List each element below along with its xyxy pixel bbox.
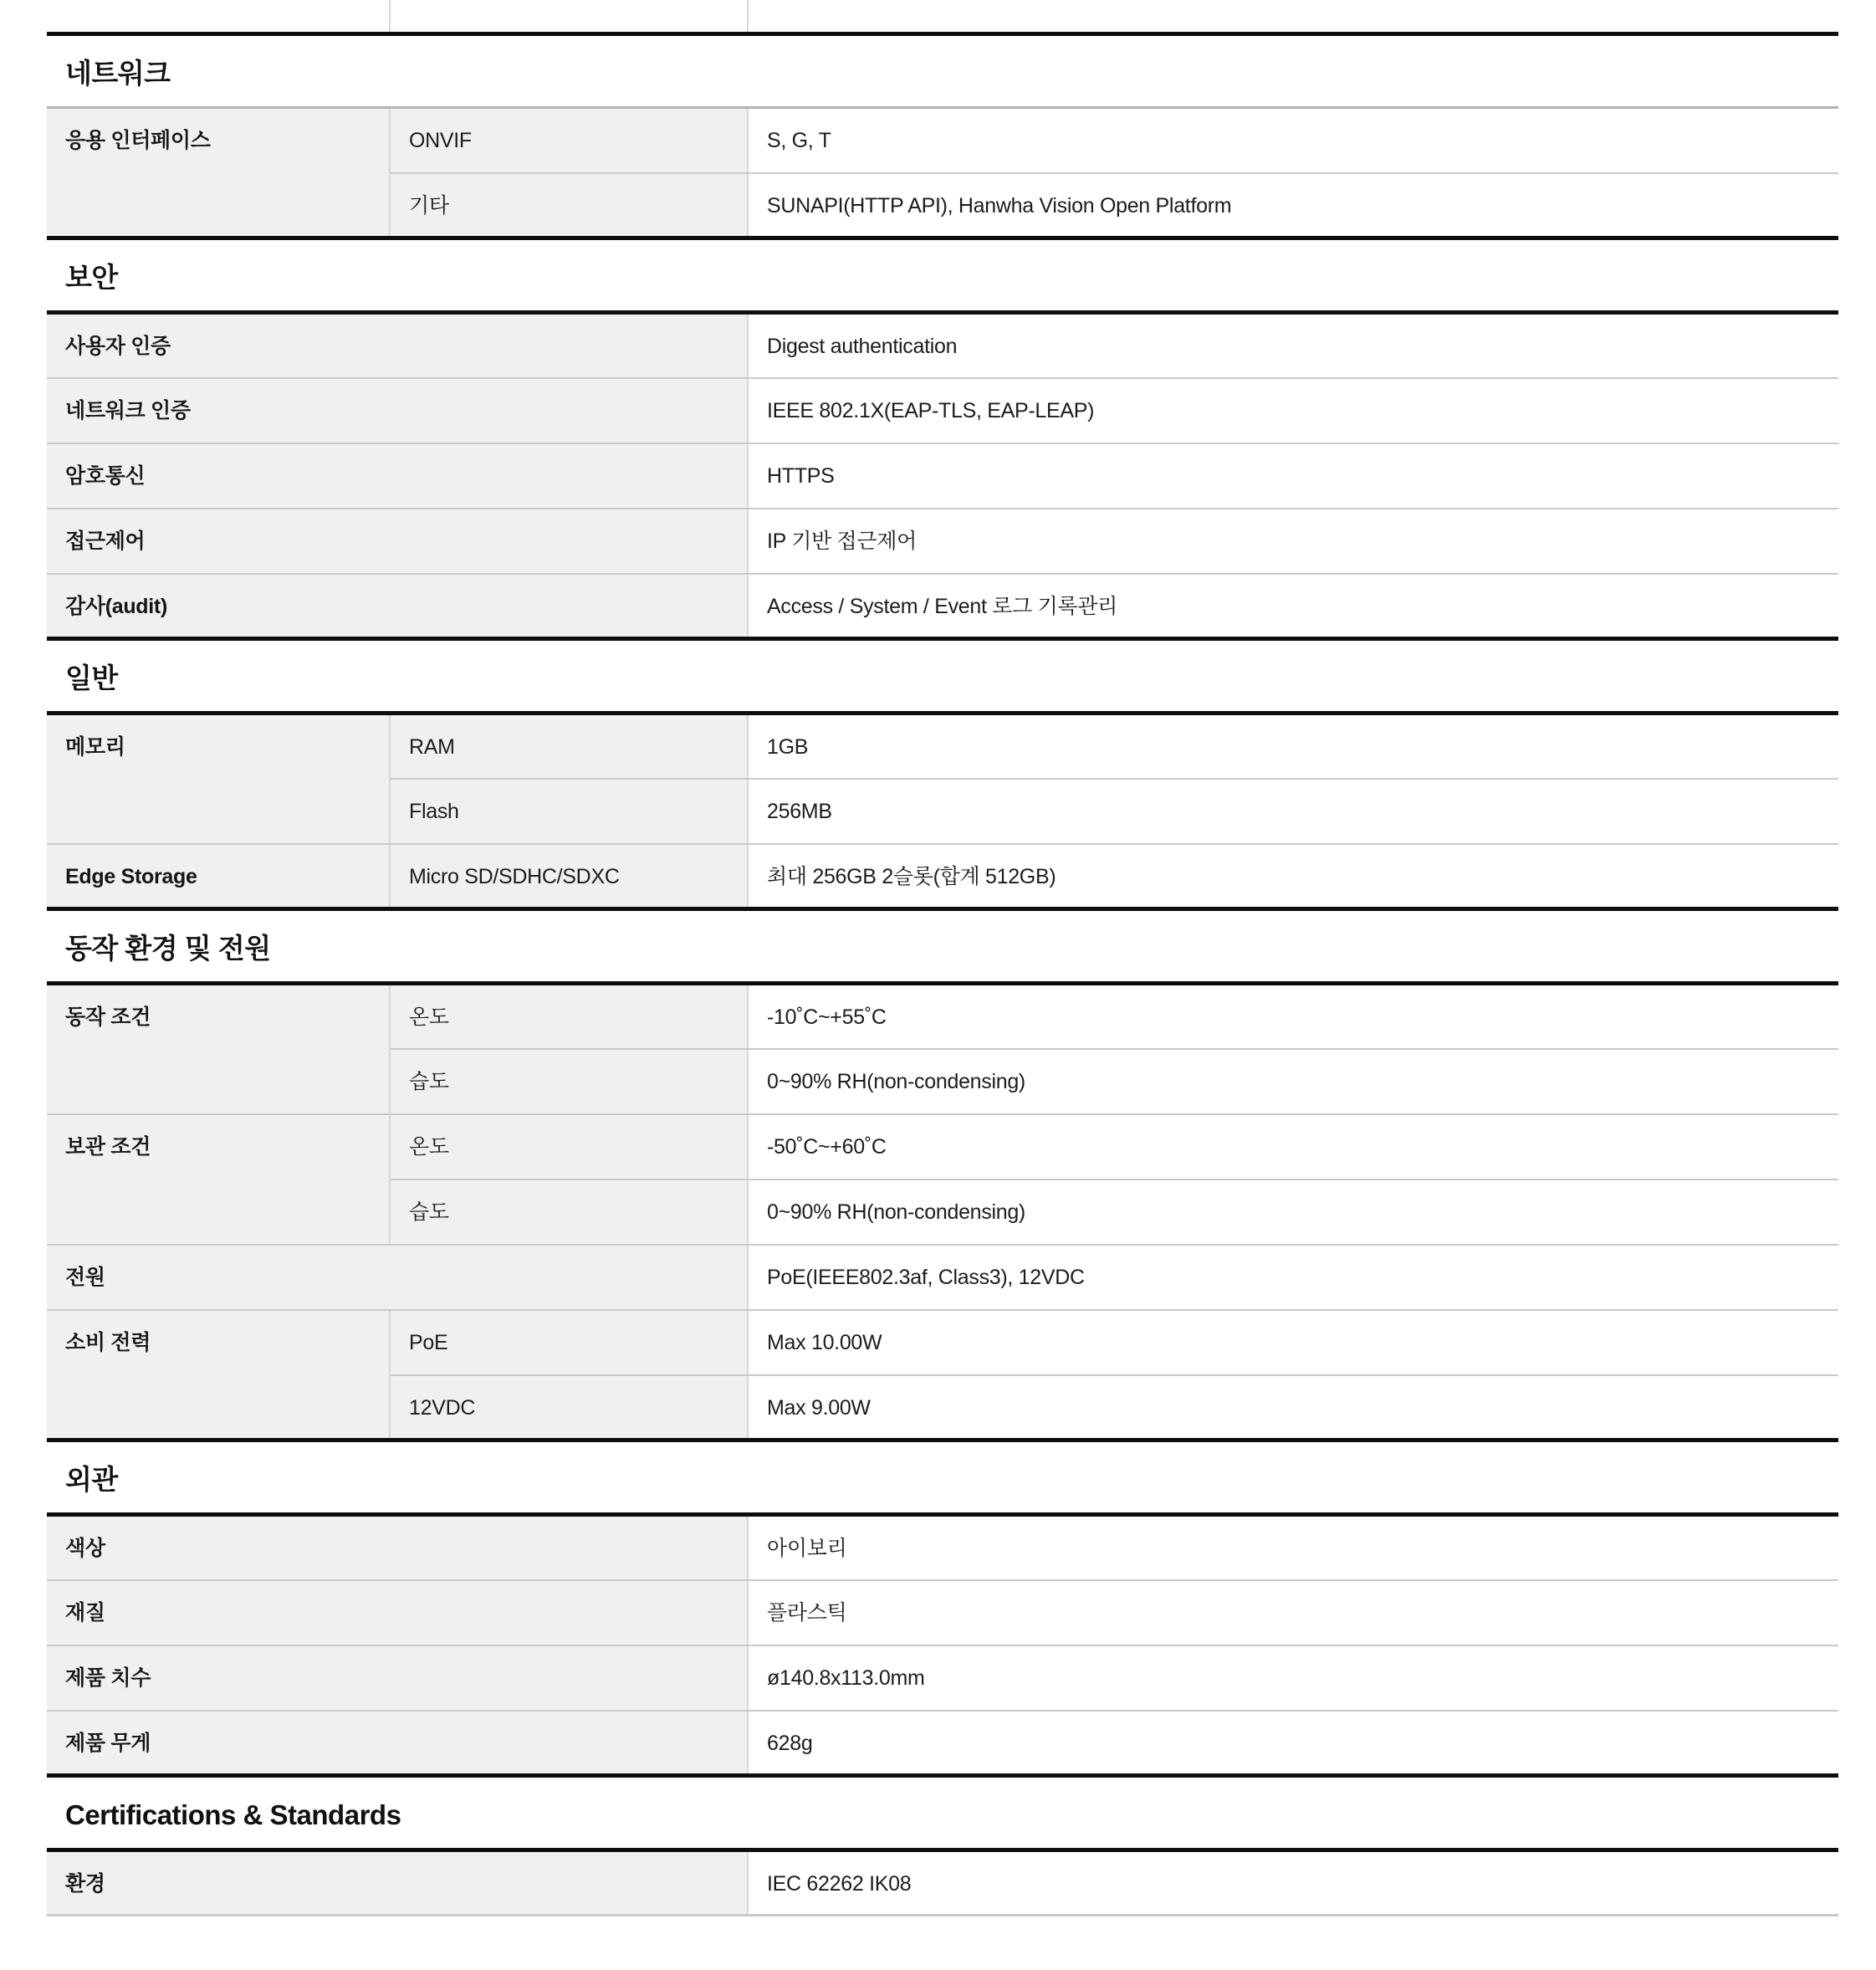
spec-row [47,984,1838,1049]
spec-value-cell: 256MB [748,779,1838,844]
section-title: 보안 [65,262,118,293]
spec-label-cell: 사용자 인증 [47,313,748,378]
spec-sub-cell: RAM [390,714,748,779]
spec-value-cell: IEC 62262 IK08 [748,1850,1838,1916]
spec-value-cell: PoE(IEEE802.3af, Class3), 12VDC [748,1245,1838,1310]
spec-sub-cell: ONVIF [390,108,748,173]
spec-label-cell: 메모리 [47,714,390,844]
spec-row [47,443,1838,509]
spec-value-cell: S, G, T [748,108,1838,173]
spec-label-cell: 환경 [47,1850,748,1916]
spec-label-cell: 색상 [47,1515,748,1580]
spec-label-cell: 제품 치수 [47,1645,748,1711]
spec-row [47,1850,1838,1916]
spec-table [47,106,1838,240]
spec-label-cell: Edge Storage [47,844,390,909]
column-divider [747,0,749,32]
spec-sub-cell: 온도 [390,984,748,1049]
section-title: 외관 [65,1464,118,1495]
spec-row [47,1114,1838,1179]
spec-label-cell: 암호통신 [47,443,748,509]
spec-label-cell: 접근제어 [47,509,748,574]
spec-value-cell: 아이보리 [748,1515,1838,1580]
spec-value-cell: IEEE 802.1X(EAP-TLS, EAP-LEAP) [748,378,1838,443]
spec-label-cell: 전원 [47,1245,748,1310]
spec-table [47,981,1838,1442]
spec-table [47,310,1838,641]
spec-value-cell: 1GB [748,714,1838,779]
spec-row [47,1711,1838,1776]
spec-row [47,108,1838,173]
spec-sub-cell: 기타 [390,173,748,238]
spec-value-cell: 0~90% RH(non-condensing) [748,1179,1838,1245]
spec-value-cell: -50˚C~+60˚C [748,1114,1838,1179]
spec-row [47,714,1838,779]
spec-value-cell: HTTPS [748,443,1838,509]
spec-value-cell: ø140.8x113.0mm [748,1645,1838,1711]
spec-sub-cell: 12VDC [390,1375,748,1440]
spec-label-cell: 제품 무게 [47,1711,748,1776]
spec-row [47,1645,1838,1711]
spec-row [47,313,1838,378]
previous-table-remnant [47,0,1838,36]
spec-label-cell: 네트워크 인증 [47,378,748,443]
spec-label-cell: 감사(audit) [47,574,748,639]
spec-label-cell: 재질 [47,1580,748,1645]
spec-row [47,378,1838,443]
spec-table [47,711,1838,911]
spec-value-cell: Digest authentication [748,313,1838,378]
section-title: Certifications & Standards [65,1799,401,1830]
spec-value-cell: Max 9.00W [748,1375,1838,1440]
spec-row [47,574,1838,639]
section-title: 일반 [65,663,118,693]
spec-sub-cell: 습도 [390,1179,748,1245]
spec-value-cell: 628g [748,1711,1838,1776]
spec-label-cell: 소비 전력 [47,1310,390,1440]
section-title: 동작 환경 및 전원 [65,933,271,964]
spec-label-cell: 동작 조건 [47,984,390,1114]
spec-value-cell: -10˚C~+55˚C [748,984,1838,1049]
spec-row [47,509,1838,574]
spec-row [47,844,1838,909]
spec-value-cell: IP 기반 접근제어 [748,509,1838,574]
spec-row [47,1245,1838,1310]
spec-value-cell: Max 10.00W [748,1310,1838,1375]
spec-sub-cell: Micro SD/SDHC/SDXC [390,844,748,909]
spec-row [47,1580,1838,1645]
spec-value-cell: 플라스틱 [748,1580,1838,1645]
column-divider [389,0,391,32]
section-title: 네트워크 [65,58,171,89]
spec-value-cell: 최대 256GB 2슬롯(합계 512GB) [748,844,1838,909]
spec-label-cell: 보관 조건 [47,1114,390,1245]
spec-value-cell: 0~90% RH(non-condensing) [748,1049,1838,1114]
spec-table [47,1848,1838,1916]
spec-value-cell: SUNAPI(HTTP API), Hanwha Vision Open Platform [748,173,1838,238]
spec-label-cell: 응용 인터페이스 [47,108,390,238]
spec-row [47,1515,1838,1580]
spec-sub-cell: 온도 [390,1114,748,1179]
spec-sub-cell: PoE [390,1310,748,1375]
spec-table [47,1512,1838,1778]
spec-sub-cell: 습도 [390,1049,748,1114]
spec-sub-cell: Flash [390,779,748,844]
spec-sheet [47,0,1838,1916]
spec-row [47,1310,1838,1375]
spec-value-cell: Access / System / Event 로그 기록관리 [748,574,1838,639]
